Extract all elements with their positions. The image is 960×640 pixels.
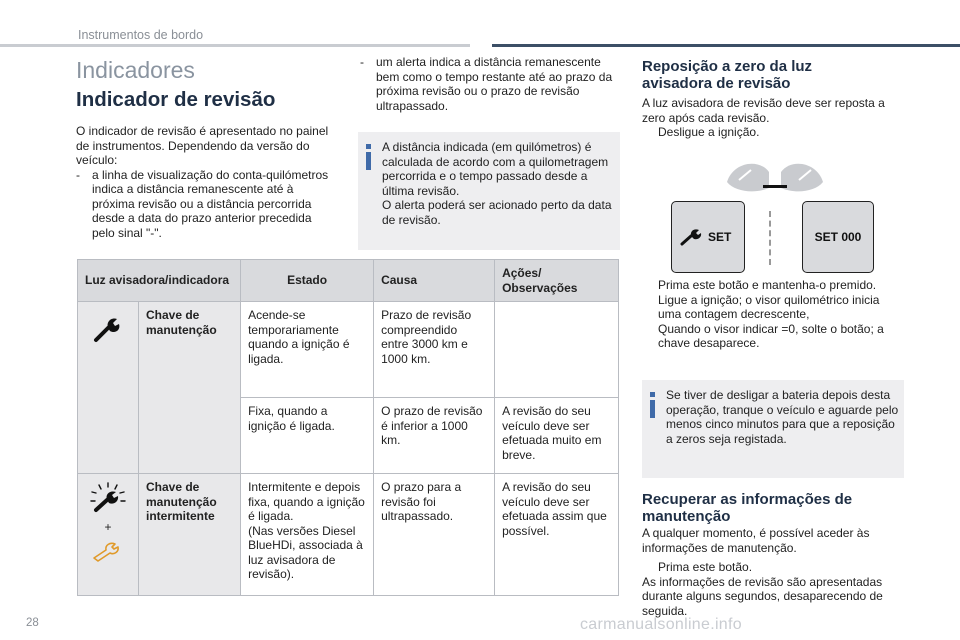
info-box-distance [358, 132, 620, 250]
watermark: carmanualsonline.info [580, 616, 742, 633]
cell-state: Acende-se temporariamente quando a ignição é ligada. [241, 302, 374, 398]
table-row [78, 302, 619, 398]
reset-button-right[interactable] [802, 201, 874, 273]
info-icon [366, 144, 371, 172]
cell-actions: A revisão do seu veículo deve ser efetuada muito em breve. [495, 398, 619, 474]
list-item [76, 168, 336, 241]
list-item [642, 560, 904, 575]
col-header-light: Luz avisadora/indicadora [78, 260, 241, 302]
info-box-text: Se tiver de desligar a bateria depois desta operação, tranque o veículo e aguarde pelo menos cinco minutos para que a reposição a zeros seja registada. [666, 388, 899, 446]
icon-cell [78, 302, 139, 474]
page-number: 28 [26, 617, 39, 629]
info-box-battery [642, 380, 904, 478]
wrench-icon [680, 228, 702, 246]
list-item-text: Desligue a ignição. [658, 125, 760, 139]
warning-light-table [77, 259, 619, 596]
table-row [78, 474, 619, 596]
info-icon [650, 392, 655, 420]
set-000-label: SET 000 [814, 230, 862, 244]
list-item-text: Prima este botão. [658, 560, 753, 574]
intro-text: O indicador de revisão é apresentado no painel de instrumentos. Dependendo da versão do veículo: [76, 124, 329, 167]
list-item [360, 55, 615, 113]
list-item [642, 293, 904, 322]
cell-actions [495, 302, 619, 398]
flashing-wrench-icon [88, 482, 128, 514]
cell-state: Intermitente e depois fixa, quando a ignição é ligada. (Nas versões Diesel BlueHDi, associada à luz avisadora de revisão). [241, 474, 374, 596]
list-marker: - [360, 55, 364, 69]
reset-button-left[interactable] [671, 201, 745, 273]
cell-actions: A revisão do seu veículo deve ser efetuada assim que possível. [495, 474, 619, 596]
info-box-text: A distância indicada (em quilómetros) é calculada de acordo com a quilometragem percorrida e o tempo passado desde a última revisão. O alerta poderá ser acionado perto da data de revisão. [382, 140, 612, 227]
instrument-cluster-illustration [725, 158, 825, 196]
light-name: Chave de manutenção intermitente [139, 474, 241, 596]
list-marker: - [76, 167, 80, 182]
plus-sign: + [104, 519, 112, 534]
recover-text: A qualquer momento, é possível aceder às informações de manutenção. [642, 526, 870, 555]
header-rule-left [0, 44, 470, 47]
header-rule-right [492, 44, 960, 47]
running-header: Instrumentos de bordo [78, 28, 204, 42]
list-item-text: Ligue a ignição; o visor quilométrico inicia uma contagem decrescente, [658, 292, 880, 321]
col-header-actions: Ações/ Observações [495, 260, 619, 302]
recover-steps [642, 560, 904, 618]
cell-state: Fixa, quando a ignição é ligada. [241, 398, 374, 474]
list-item [642, 125, 904, 140]
list-item [642, 322, 904, 351]
wrench-icon [93, 314, 123, 344]
col-header-state: Estado [241, 260, 374, 302]
reset-title: Reposição a zero da luz avisadora de revisão [642, 58, 813, 92]
cell-cause: Prazo de revisão compreendido entre 3000 km e 1000 km. [374, 302, 495, 398]
separator-line [769, 211, 773, 265]
reset-steps [642, 278, 904, 351]
icon-cell [78, 474, 139, 596]
list-item-text: um alerta indica a distância remanescente bem como o tempo restante até ao prazo da próxima revisão ou o prazo de revisão ultrapassado. [376, 55, 613, 113]
list-item-text: Quando o visor indicar =0, solte o botão; a chave desaparece. [658, 321, 884, 350]
intro-paragraph [76, 124, 336, 240]
light-name: Chave de manutenção [139, 302, 241, 474]
reset-intro [642, 96, 904, 140]
cell-cause: O prazo para a revisão foi ultrapassado. [374, 474, 495, 596]
list-item [642, 278, 904, 293]
col-header-cause: Causa [374, 260, 495, 302]
list-item-text: a linha de visualização do conta-quilómetros indica a distância remanescente até à próxima revisão ou a distância percorrida desde a data do prazo anterior precedida pelo sinal "-". [92, 167, 329, 240]
recover-title: Recuperar as informações de manutenção [642, 491, 853, 525]
cell-cause: O prazo de revisão é inferior a 1000 km. [374, 398, 495, 474]
reset-intro-text: A luz avisadora de revisão deve ser reposta a zero após cada revisão. [642, 96, 885, 125]
mid-list [360, 55, 615, 113]
set-label: SET [708, 230, 732, 244]
list-item-text: Prima este botão e mantenha-o premido. [658, 278, 877, 292]
section-title: Indicador de revisão [76, 88, 276, 111]
page-title: Indicadores [76, 57, 195, 83]
recover-result: As informações de revisão são apresentadas durante alguns segundos, desaparecendo de seguida. [642, 574, 883, 618]
table-header-row [78, 260, 619, 302]
amber-wrench-icon [90, 540, 126, 562]
